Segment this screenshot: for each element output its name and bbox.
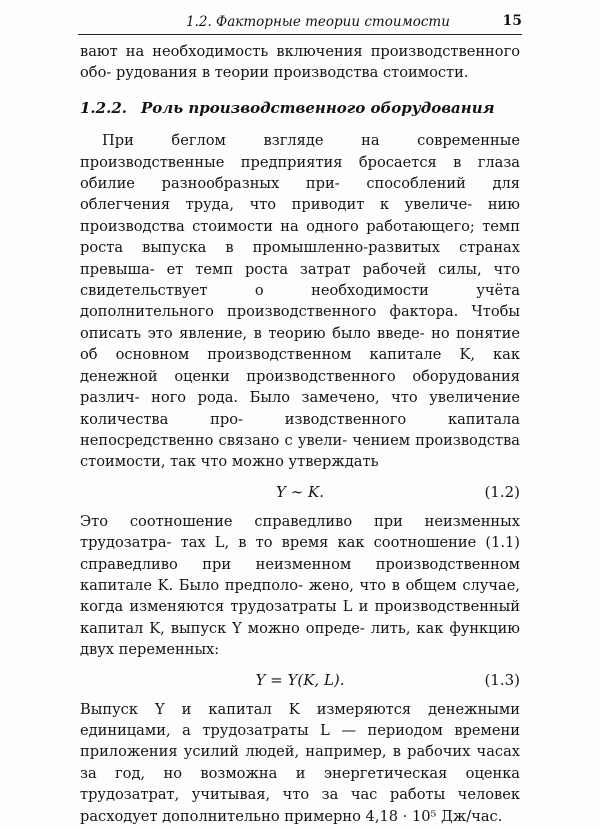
section-title: Роль производственного оборудования <box>140 98 495 117</box>
section-heading <box>80 98 520 119</box>
page-body <box>80 41 520 827</box>
equation-formula: Y = Y(K, L). <box>255 670 345 689</box>
page-number: 15 <box>502 13 522 29</box>
running-title: 1.2. Факторные теории стоимости <box>186 14 450 30</box>
energy-value: 4,18 · 10⁵ Дж/час. <box>365 807 503 825</box>
paragraph-production-equipment: При беглом взгляде на современные производственные предприятия бросается в глаза обилие разнообразных при- способлений для облегчения труда, что приводит к увеличе- нию производства стоимости на одного работающего; темп роста выпуска в промышленно-развитых странах превыша- ет темп роста затрат рабочей силы, что свидетельствует о необходимости учёта дополнительного производственного фактора. Чтобы описать это явление, в теорию было введе- но понятие об основном производственном капитале K, как денежной оценки производственного оборудования различ- ного рода. Было замечено, что увеличение количества про- изводственного капитала непосредственно связано с увели- чением производства стоимости, так что можно утверждать <box>80 132 521 471</box>
intro-paragraph: вают на необходимость включения производственного обо- рудования в теории производства стоимости. <box>80 43 520 82</box>
equation-1-3 <box>80 661 520 699</box>
equation-number: (1.3) <box>484 670 520 689</box>
section-number: 1.2.2. <box>80 98 127 117</box>
paragraph-labor-capital: Это соотношение справедливо при неизменных трудозатра- тах L, в то время как соотношение (1.1) справедливо при неизменном производственном капитале K. Было предполо- жено, что в общем случае, когда изменяются трудозатраты L и производственный капитал K, выпуск Y можно опреде- лить, как функцию двух переменных: <box>80 512 521 659</box>
equation-1-2 <box>80 473 520 511</box>
equation-formula: Y ∼ K. <box>276 482 324 501</box>
equation-number: (1.2) <box>484 482 520 501</box>
running-header <box>78 10 522 35</box>
paragraph-units: Выпуск Y и капитал K измеряются денежными единицами, а трудозатраты L — периодом времени приложения усилий людей, например, в рабочих часах за год, но возможна и энергетическая оценка трудозатрат, учитывая, что за час работы человек расходует дополнительно примерно 4,18 · 10⁵ Дж/час. <box>80 700 521 825</box>
